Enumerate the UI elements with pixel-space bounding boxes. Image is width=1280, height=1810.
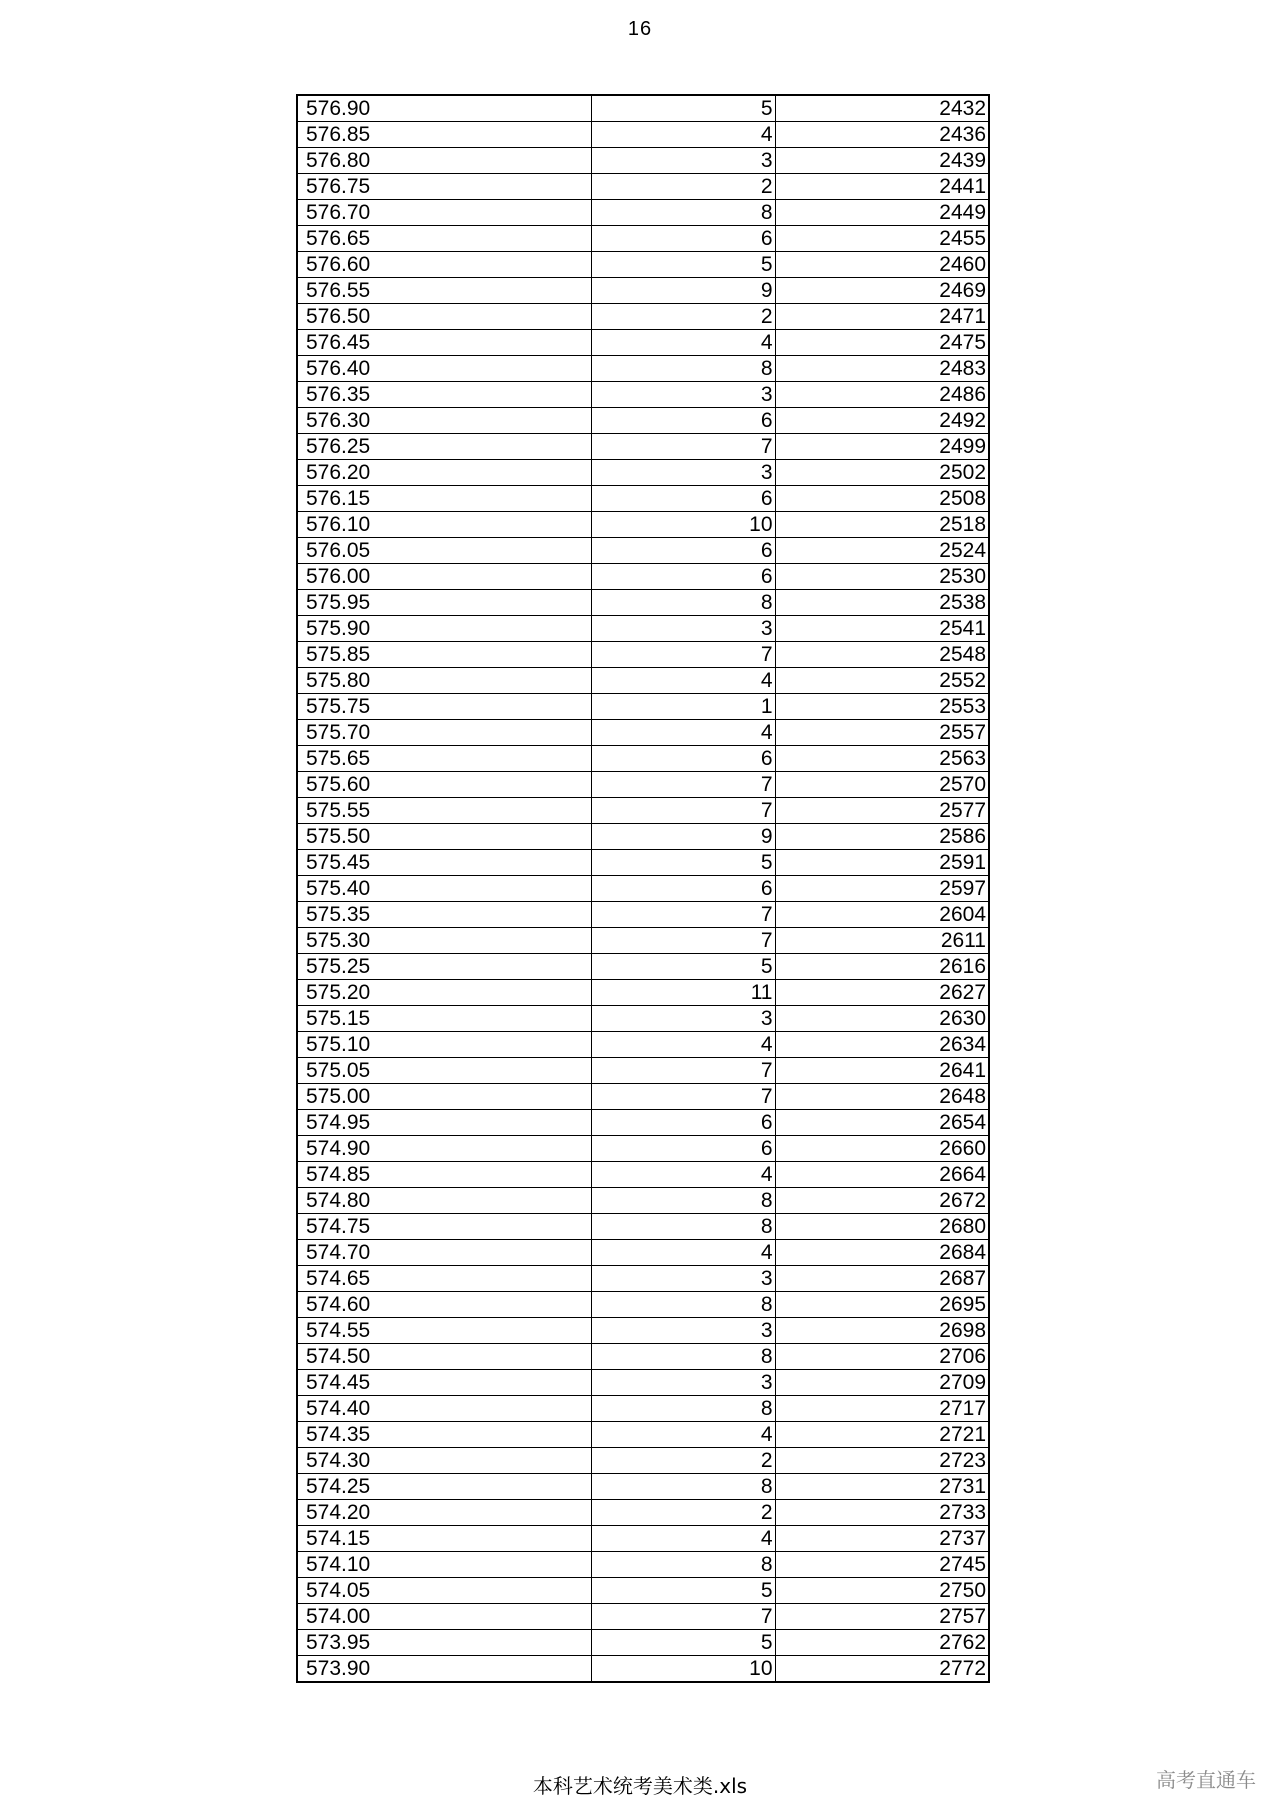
table-row <box>297 772 989 798</box>
count-cell: 5 <box>591 850 775 876</box>
score-cell: 575.25 <box>297 954 591 980</box>
count-cell: 7 <box>591 1058 775 1084</box>
table-row <box>297 1370 989 1396</box>
cumulative-cell: 2499 <box>775 434 989 460</box>
table-row <box>297 408 989 434</box>
table-row <box>297 876 989 902</box>
count-cell: 8 <box>591 590 775 616</box>
table-row <box>297 356 989 382</box>
table-row <box>297 1110 989 1136</box>
score-cell: 574.00 <box>297 1604 591 1630</box>
table-row <box>297 564 989 590</box>
cumulative-cell: 2611 <box>775 928 989 954</box>
count-cell: 8 <box>591 1474 775 1500</box>
count-cell: 6 <box>591 408 775 434</box>
cumulative-cell: 2432 <box>775 95 989 122</box>
score-cell: 574.95 <box>297 1110 591 1136</box>
count-cell: 8 <box>591 1344 775 1370</box>
count-cell: 7 <box>591 1604 775 1630</box>
cumulative-cell: 2486 <box>775 382 989 408</box>
table-row <box>297 1552 989 1578</box>
count-cell: 8 <box>591 1188 775 1214</box>
count-cell: 2 <box>591 1448 775 1474</box>
count-cell: 4 <box>591 1526 775 1552</box>
cumulative-cell: 2471 <box>775 304 989 330</box>
cumulative-cell: 2672 <box>775 1188 989 1214</box>
score-cell: 574.85 <box>297 1162 591 1188</box>
count-cell: 7 <box>591 928 775 954</box>
score-cell: 575.80 <box>297 668 591 694</box>
count-cell: 8 <box>591 1552 775 1578</box>
score-cell: 575.60 <box>297 772 591 798</box>
score-cell: 576.45 <box>297 330 591 356</box>
count-cell: 8 <box>591 200 775 226</box>
cumulative-cell: 2524 <box>775 538 989 564</box>
score-cell: 575.45 <box>297 850 591 876</box>
cumulative-cell: 2745 <box>775 1552 989 1578</box>
table-row <box>297 226 989 252</box>
table-row <box>297 1448 989 1474</box>
score-cell: 574.25 <box>297 1474 591 1500</box>
table-row <box>297 616 989 642</box>
score-cell: 576.20 <box>297 460 591 486</box>
count-cell: 4 <box>591 1032 775 1058</box>
score-cell: 576.85 <box>297 122 591 148</box>
score-cell: 576.65 <box>297 226 591 252</box>
cumulative-cell: 2441 <box>775 174 989 200</box>
cumulative-cell: 2436 <box>775 122 989 148</box>
score-cell: 575.20 <box>297 980 591 1006</box>
score-distribution-table <box>296 94 990 1683</box>
score-cell: 576.50 <box>297 304 591 330</box>
score-cell: 575.90 <box>297 616 591 642</box>
count-cell: 8 <box>591 356 775 382</box>
table-row <box>297 824 989 850</box>
cumulative-cell: 2475 <box>775 330 989 356</box>
score-cell: 574.90 <box>297 1136 591 1162</box>
count-cell: 3 <box>591 1266 775 1292</box>
cumulative-cell: 2616 <box>775 954 989 980</box>
count-cell: 3 <box>591 148 775 174</box>
score-cell: 574.70 <box>297 1240 591 1266</box>
count-cell: 3 <box>591 1006 775 1032</box>
score-cell: 574.60 <box>297 1292 591 1318</box>
cumulative-cell: 2648 <box>775 1084 989 1110</box>
table-row <box>297 1136 989 1162</box>
table-row <box>297 928 989 954</box>
count-cell: 4 <box>591 1422 775 1448</box>
count-cell: 2 <box>591 304 775 330</box>
cumulative-cell: 2630 <box>775 1006 989 1032</box>
cumulative-cell: 2492 <box>775 408 989 434</box>
table-row <box>297 668 989 694</box>
table-body <box>297 95 989 1682</box>
table-row <box>297 1162 989 1188</box>
count-cell: 9 <box>591 278 775 304</box>
cumulative-cell: 2772 <box>775 1656 989 1683</box>
table-row <box>297 1422 989 1448</box>
score-cell: 574.55 <box>297 1318 591 1344</box>
cumulative-cell: 2586 <box>775 824 989 850</box>
count-cell: 6 <box>591 746 775 772</box>
cumulative-cell: 2548 <box>775 642 989 668</box>
count-cell: 7 <box>591 642 775 668</box>
count-cell: 4 <box>591 330 775 356</box>
table-row <box>297 122 989 148</box>
table-row <box>297 980 989 1006</box>
table-row <box>297 954 989 980</box>
table-row <box>297 1292 989 1318</box>
table-row <box>297 278 989 304</box>
cumulative-cell: 2577 <box>775 798 989 824</box>
score-cell: 573.95 <box>297 1630 591 1656</box>
count-cell: 11 <box>591 980 775 1006</box>
cumulative-cell: 2460 <box>775 252 989 278</box>
count-cell: 4 <box>591 720 775 746</box>
score-cell: 575.75 <box>297 694 591 720</box>
cumulative-cell: 2597 <box>775 876 989 902</box>
count-cell: 7 <box>591 1084 775 1110</box>
score-cell: 576.05 <box>297 538 591 564</box>
cumulative-cell: 2762 <box>775 1630 989 1656</box>
count-cell: 5 <box>591 954 775 980</box>
score-table-container <box>296 94 988 1683</box>
cumulative-cell: 2541 <box>775 616 989 642</box>
cumulative-cell: 2518 <box>775 512 989 538</box>
score-cell: 574.45 <box>297 1370 591 1396</box>
table-row <box>297 590 989 616</box>
table-row <box>297 252 989 278</box>
count-cell: 6 <box>591 1136 775 1162</box>
cumulative-cell: 2627 <box>775 980 989 1006</box>
cumulative-cell: 2553 <box>775 694 989 720</box>
table-row <box>297 1058 989 1084</box>
cumulative-cell: 2557 <box>775 720 989 746</box>
cumulative-cell: 2439 <box>775 148 989 174</box>
count-cell: 10 <box>591 1656 775 1683</box>
cumulative-cell: 2563 <box>775 746 989 772</box>
count-cell: 7 <box>591 434 775 460</box>
cumulative-cell: 2684 <box>775 1240 989 1266</box>
table-row <box>297 486 989 512</box>
count-cell: 6 <box>591 564 775 590</box>
cumulative-cell: 2717 <box>775 1396 989 1422</box>
score-cell: 575.05 <box>297 1058 591 1084</box>
cumulative-cell: 2530 <box>775 564 989 590</box>
score-cell: 575.15 <box>297 1006 591 1032</box>
table-row <box>297 95 989 122</box>
table-row <box>297 330 989 356</box>
cumulative-cell: 2664 <box>775 1162 989 1188</box>
count-cell: 7 <box>591 798 775 824</box>
count-cell: 6 <box>591 876 775 902</box>
cumulative-cell: 2709 <box>775 1370 989 1396</box>
count-cell: 5 <box>591 252 775 278</box>
count-cell: 4 <box>591 122 775 148</box>
score-cell: 574.30 <box>297 1448 591 1474</box>
cumulative-cell: 2502 <box>775 460 989 486</box>
score-cell: 574.65 <box>297 1266 591 1292</box>
table-row <box>297 1318 989 1344</box>
table-row <box>297 200 989 226</box>
table-row <box>297 382 989 408</box>
cumulative-cell: 2731 <box>775 1474 989 1500</box>
count-cell: 5 <box>591 1630 775 1656</box>
table-row <box>297 850 989 876</box>
score-cell: 576.30 <box>297 408 591 434</box>
score-cell: 576.75 <box>297 174 591 200</box>
table-row <box>297 538 989 564</box>
table-row <box>297 902 989 928</box>
count-cell: 4 <box>591 1162 775 1188</box>
score-cell: 574.75 <box>297 1214 591 1240</box>
cumulative-cell: 2483 <box>775 356 989 382</box>
score-cell: 575.55 <box>297 798 591 824</box>
cumulative-cell: 2680 <box>775 1214 989 1240</box>
count-cell: 10 <box>591 512 775 538</box>
cumulative-cell: 2757 <box>775 1604 989 1630</box>
cumulative-cell: 2634 <box>775 1032 989 1058</box>
table-row <box>297 694 989 720</box>
table-row <box>297 798 989 824</box>
table-row <box>297 512 989 538</box>
score-cell: 576.35 <box>297 382 591 408</box>
score-cell: 575.85 <box>297 642 591 668</box>
score-cell: 575.35 <box>297 902 591 928</box>
cumulative-cell: 2455 <box>775 226 989 252</box>
score-cell: 574.35 <box>297 1422 591 1448</box>
watermark-text: 高考直通车 <box>1156 1768 1256 1792</box>
cumulative-cell: 2698 <box>775 1318 989 1344</box>
count-cell: 6 <box>591 486 775 512</box>
table-row <box>297 746 989 772</box>
cumulative-cell: 2641 <box>775 1058 989 1084</box>
count-cell: 8 <box>591 1292 775 1318</box>
cumulative-cell: 2660 <box>775 1136 989 1162</box>
count-cell: 4 <box>591 1240 775 1266</box>
score-cell: 576.25 <box>297 434 591 460</box>
count-cell: 4 <box>591 668 775 694</box>
cumulative-cell: 2687 <box>775 1266 989 1292</box>
count-cell: 2 <box>591 1500 775 1526</box>
score-cell: 574.50 <box>297 1344 591 1370</box>
cumulative-cell: 2449 <box>775 200 989 226</box>
count-cell: 7 <box>591 772 775 798</box>
cumulative-cell: 2750 <box>775 1578 989 1604</box>
table-row <box>297 434 989 460</box>
table-row <box>297 1396 989 1422</box>
table-row <box>297 1630 989 1656</box>
cumulative-cell: 2570 <box>775 772 989 798</box>
count-cell: 9 <box>591 824 775 850</box>
cumulative-cell: 2469 <box>775 278 989 304</box>
cumulative-cell: 2695 <box>775 1292 989 1318</box>
page-number: 16 <box>627 18 653 40</box>
count-cell: 2 <box>591 174 775 200</box>
cumulative-cell: 2552 <box>775 668 989 694</box>
count-cell: 3 <box>591 1370 775 1396</box>
table-row <box>297 1188 989 1214</box>
table-row <box>297 1214 989 1240</box>
cumulative-cell: 2733 <box>775 1500 989 1526</box>
score-cell: 574.05 <box>297 1578 591 1604</box>
score-cell: 573.90 <box>297 1656 591 1683</box>
cumulative-cell: 2508 <box>775 486 989 512</box>
count-cell: 6 <box>591 1110 775 1136</box>
score-cell: 574.80 <box>297 1188 591 1214</box>
cumulative-cell: 2604 <box>775 902 989 928</box>
count-cell: 3 <box>591 1318 775 1344</box>
count-cell: 8 <box>591 1214 775 1240</box>
score-cell: 575.00 <box>297 1084 591 1110</box>
table-row <box>297 1656 989 1683</box>
count-cell: 3 <box>591 382 775 408</box>
table-row <box>297 1604 989 1630</box>
table-row <box>297 1084 989 1110</box>
table-row <box>297 304 989 330</box>
table-row <box>297 720 989 746</box>
table-row <box>297 1526 989 1552</box>
cumulative-cell: 2721 <box>775 1422 989 1448</box>
count-cell: 3 <box>591 460 775 486</box>
score-cell: 575.65 <box>297 746 591 772</box>
table-row <box>297 1500 989 1526</box>
score-cell: 576.80 <box>297 148 591 174</box>
table-row <box>297 642 989 668</box>
table-row <box>297 1344 989 1370</box>
count-cell: 1 <box>591 694 775 720</box>
score-cell: 576.40 <box>297 356 591 382</box>
score-cell: 575.95 <box>297 590 591 616</box>
cumulative-cell: 2737 <box>775 1526 989 1552</box>
count-cell: 6 <box>591 226 775 252</box>
count-cell: 3 <box>591 616 775 642</box>
table-row <box>297 1006 989 1032</box>
score-cell: 575.10 <box>297 1032 591 1058</box>
table-row <box>297 1032 989 1058</box>
table-row <box>297 148 989 174</box>
table-row <box>297 174 989 200</box>
score-cell: 574.40 <box>297 1396 591 1422</box>
score-cell: 576.15 <box>297 486 591 512</box>
score-cell: 575.30 <box>297 928 591 954</box>
cumulative-cell: 2654 <box>775 1110 989 1136</box>
score-cell: 576.60 <box>297 252 591 278</box>
score-cell: 575.70 <box>297 720 591 746</box>
count-cell: 7 <box>591 902 775 928</box>
score-cell: 576.10 <box>297 512 591 538</box>
table-row <box>297 1266 989 1292</box>
count-cell: 5 <box>591 95 775 122</box>
cumulative-cell: 2723 <box>775 1448 989 1474</box>
score-cell: 575.40 <box>297 876 591 902</box>
cumulative-cell: 2591 <box>775 850 989 876</box>
cumulative-cell: 2538 <box>775 590 989 616</box>
cumulative-cell: 2706 <box>775 1344 989 1370</box>
table-row <box>297 460 989 486</box>
score-cell: 576.00 <box>297 564 591 590</box>
score-cell: 575.50 <box>297 824 591 850</box>
table-row <box>297 1474 989 1500</box>
table-row <box>297 1578 989 1604</box>
score-cell: 576.55 <box>297 278 591 304</box>
count-cell: 6 <box>591 538 775 564</box>
score-cell: 574.10 <box>297 1552 591 1578</box>
file-name-footer: 本科艺术统考美术类.xls <box>532 1774 748 1798</box>
count-cell: 5 <box>591 1578 775 1604</box>
score-cell: 576.70 <box>297 200 591 226</box>
score-cell: 574.15 <box>297 1526 591 1552</box>
count-cell: 8 <box>591 1396 775 1422</box>
score-cell: 576.90 <box>297 95 591 122</box>
score-cell: 574.20 <box>297 1500 591 1526</box>
table-row <box>297 1240 989 1266</box>
